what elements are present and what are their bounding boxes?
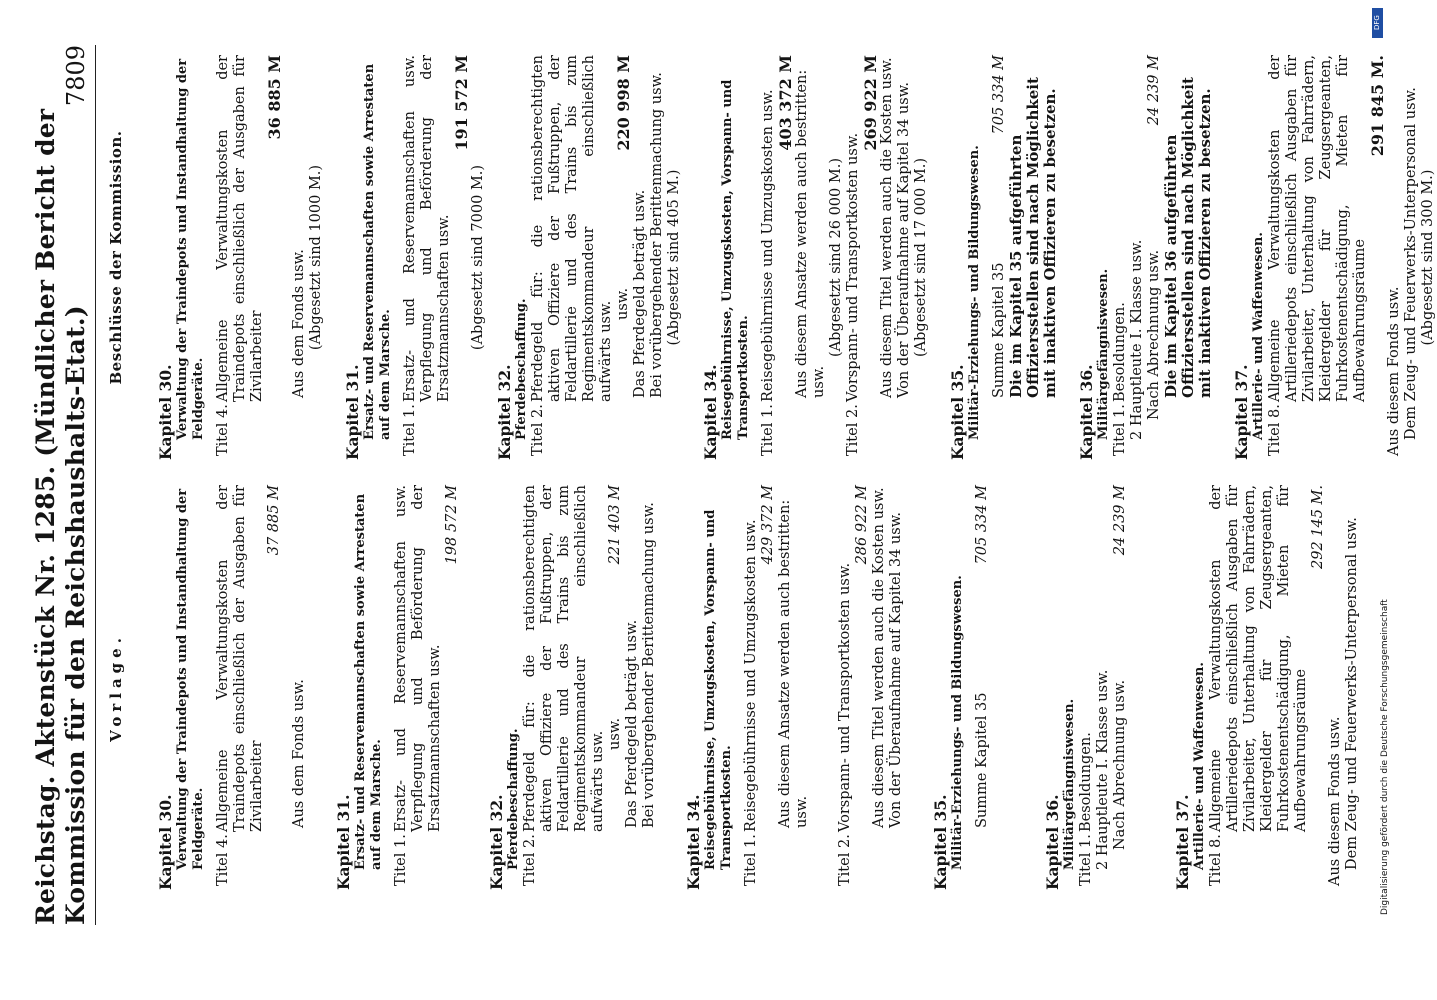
abrechnung-line: Nach Abrechnung usw.	[1112, 679, 1128, 850]
amount: 24 239 M	[1146, 55, 1162, 126]
kapitel-30-beschluss	[156, 55, 325, 460]
amount: 220 998 M	[614, 55, 633, 151]
kapitel-title: Ersatz- und Reservemannschaften sowie Arrestaten auf dem Marsche.	[362, 63, 393, 440]
offiziersstellen-note: Die im Kapitel 36 aufgeführten Offiziersstellen sind nach Möglichkeit mit inaktiven Offizieren zu besetzen.	[1162, 77, 1214, 398]
titel-label: Titel 1.	[743, 834, 759, 886]
kapitel-number: Kapitel 37.	[1173, 794, 1192, 890]
kapitel-title: Ersatz- und Reservemannschaften sowie Arrestaten auf dem Marsche.	[353, 493, 384, 870]
titel-text: Vorspann- und Transportkosten usw.	[845, 132, 861, 402]
kapitel-number: Kapitel 31.	[343, 364, 362, 460]
titel-label: Titel 1.	[1112, 404, 1128, 456]
pferdegeld-note: Das Pferdegeld beträgt usw.	[624, 619, 640, 828]
kapitel-number: Kapitel 32.	[487, 794, 506, 890]
titel-label: Titel 2.	[837, 834, 853, 886]
kapitel-number: Kapitel 34.	[701, 364, 720, 460]
kapitel-number: Kapitel 30.	[156, 794, 175, 890]
kapitel-title: Verwaltung der Traindepots und Instandhaltung der Feldgeräte.	[175, 488, 206, 870]
titel-text: Pferdegeld für: die rationsberechtigten aktiven Offiziere der Fußtruppen, der Feldartillerie und des Trains bis zum Regimentskommandeur einschließlich aufwärts usw.	[530, 55, 614, 402]
kapitel-34-beschluss	[701, 55, 930, 460]
titel-label: Titel 1.	[1078, 834, 1094, 886]
unterpersonal-note: Dem Zeug- und Feuerwerks-Unterpersonal usw.	[1403, 87, 1419, 440]
usw: usw.	[615, 287, 631, 320]
titel-label: Titel 2.	[845, 404, 861, 456]
abgesetzt-note: (Abgesetzt sind 300 M.)	[1420, 169, 1436, 346]
kapitel-30-vorlage	[156, 485, 308, 890]
amount: 429 372 M	[760, 485, 776, 565]
fonds-note: Aus diesem Fonds usw.	[1386, 286, 1402, 456]
titel-note: Aus diesem Titel werden auch die Kosten usw.	[871, 487, 887, 828]
kapitel-35-beschluss	[948, 55, 1059, 460]
offiziersstellen-note: Die im Kapitel 35 aufgeführten Offiziersstellen sind nach Möglichkeit mit inaktiven Offizieren zu besetzen.	[1007, 77, 1059, 398]
abgesetzt-note: (Abgesetzt sind 26 000 M.)	[828, 158, 844, 357]
ueberaufnahme-note: Von der Überaufnahme auf Kapitel 34 usw.	[888, 512, 904, 828]
kapitel-number: Kapitel 34.	[684, 794, 703, 890]
kapitel-number: Kapitel 30.	[156, 364, 175, 460]
amount: 291 845 M.	[1368, 55, 1387, 157]
vorlage-column	[108, 485, 1361, 890]
titel-text: Allgemeine Verwaltungskosten der Artilleriedepots einschließlich Ausgaben für Zivilarbeiter, Unterhaltung von Fahrrädern, Kleidergelder für Zeugsergeanten, Fuhrkostenentschädigung, Mieten für Aufbewahrungsräume	[1208, 485, 1309, 832]
berittenmachung-note: Bei vorübergehender Berittenmachung usw.	[641, 502, 657, 828]
unterpersonal-note: Dem Zeug- und Feuerwerks-Unterpersonal usw.	[1344, 517, 1360, 870]
kapitel-31-vorlage	[334, 485, 461, 890]
page-number: 7809	[62, 45, 90, 107]
amount: 403 372 M	[776, 55, 795, 151]
ueberaufnahme-note: Von der Überaufnahme auf Kapitel 34 usw.	[896, 82, 912, 398]
titel-text: Ersatz- und Reservemannschaften usw. Verpflegung und Beförderung der Ersatzmannschaften usw.	[402, 55, 452, 402]
kapitel-31-beschluss	[343, 55, 487, 460]
kapitel-title: Militär-Erziehungs- und Bildungswesen.	[950, 575, 965, 870]
fonds-note: Aus dem Fonds usw.	[291, 249, 307, 398]
kapitel-title: Militär-Erziehungs- und Bildungswesen.	[967, 145, 982, 440]
amount: 198 572 M	[444, 485, 460, 565]
abgesetzt-note: (Abgesetzt sind 1000 M.)	[308, 164, 324, 351]
amount: 286 922 M	[854, 485, 870, 565]
titel-label: Titel 4.	[215, 834, 231, 886]
titel-text: Allgemeine Verwaltungskosten der Artilleriedepots einschließlich Ausgaben für Zivilarbeiter, Unterhaltung von Fahrrädern, Kleidergelder für Zeugsergeanten, Fuhrkostenentschädigung, Mieten für Aufbewahrungsräume	[1267, 55, 1368, 402]
kapitel-title: Artillerie- und Waffenwesen.	[1192, 662, 1207, 870]
kapitel-32-beschluss	[495, 55, 683, 460]
kapitel-title: Pferdebeschaffung.	[514, 298, 529, 440]
ansatz-note: Aus diesem Ansatze werden auch bestritten: usw.	[794, 69, 827, 398]
titel-text: Allgemeine Verwaltungskosten der Traindepots einschließlich der Ausgaben für Zivilarbeiter	[215, 55, 265, 402]
kapitel-37-beschluss	[1232, 55, 1437, 460]
abgesetzt-note: (Abgesetzt sind 17 000 M.)	[913, 158, 929, 357]
kapitel-number: Kapitel 35.	[931, 794, 950, 890]
kapitel-number: Kapitel 35.	[948, 364, 967, 460]
amount: 221 403 M	[607, 485, 623, 565]
titel-text: Reisegebührnisse und Umzugskosten usw.	[743, 519, 759, 832]
kapitel-title: Reisegebührnisse, Umzugskosten, Vorspann- und Transportkosten.	[720, 79, 751, 440]
pferdegeld-note: Das Pferdegeld beträgt usw.	[632, 189, 648, 398]
kapitel-number: Kapitel 31.	[334, 794, 353, 890]
usw: usw.	[607, 717, 623, 750]
titel-label: Titel 1.	[393, 834, 409, 886]
titel-text: Ersatz- und Reservemannschaften usw. Verpflegung und Beförderung der Ersatzmannschaften usw.	[393, 485, 443, 832]
kapitel-32-vorlage	[487, 485, 658, 890]
kapitel-34-vorlage	[684, 485, 905, 890]
summe-label: Summe Kapitel 35	[974, 692, 990, 828]
titel-text: Reisegebührnisse und Umzugskosten usw.	[760, 89, 776, 402]
digitization-note: Digitalisierung gefördert durch die Deutsche Forschungsgemeinschaft	[1380, 599, 1390, 915]
kapitel-35-vorlage	[931, 485, 991, 890]
titel-text: Besoldungen.	[1078, 732, 1094, 832]
titel-label: Titel 1.	[760, 404, 776, 456]
titel-text: Pferdegeld für: die rationsberechtigten aktiven Offiziere der Fußtruppen, der Feldartillerie und des Trains bis zum Regimentskommandeur einschließlich aufwärts usw.	[522, 485, 606, 832]
vorlage-heading: Vorlage.	[107, 633, 125, 742]
hauptleute-line: 2 Hauptleute I. Klasse usw.	[1095, 669, 1111, 870]
titel-text: Besoldungen.	[1112, 302, 1128, 402]
kapitel-title: Artillerie- und Waffenwesen.	[1251, 232, 1266, 440]
ansatz-note: Aus diesem Ansatze werden auch bestritten: usw.	[777, 499, 810, 828]
digitization-note-strip	[1372, 0, 1390, 1000]
kapitel-title: Militärgefängniswesen.	[1062, 698, 1077, 870]
amount: 292 145 M.	[1310, 485, 1326, 570]
titel-label: Titel 1.	[402, 404, 418, 456]
abgesetzt-note: (Abgesetzt sind 405 M.)	[666, 169, 682, 346]
kapitel-title: Militärgefängniswesen.	[1096, 268, 1111, 440]
beschluesse-heading: Beschlüsse der Kommission.	[107, 130, 125, 385]
titel-label: Titel 8.	[1208, 834, 1224, 886]
kapitel-37-vorlage	[1173, 485, 1361, 890]
kapitel-number: Kapitel 37.	[1232, 364, 1251, 460]
titel-text: Allgemeine Verwaltungskosten der Traindepots einschließlich der Ausgaben für Zivilarbeiter	[215, 485, 265, 832]
titel-label: Titel 2.	[522, 834, 538, 886]
titel-label: Titel 2.	[530, 404, 546, 456]
titel-text: Vorspann- und Transportkosten usw.	[837, 562, 853, 832]
amount: 269 922 M	[861, 55, 880, 151]
page-header	[31, 45, 96, 925]
titel-note: Aus diesem Titel werden auch die Kosten usw.	[879, 57, 895, 398]
kapitel-number: Kapitel 36.	[1077, 364, 1096, 460]
berittenmachung-note: Bei vorübergehender Berittenmachung usw.	[649, 72, 665, 398]
amount: 705 334 M	[991, 55, 1007, 135]
beschluesse-column	[108, 55, 1437, 460]
abrechnung-line: Nach Abrechnung usw.	[1146, 249, 1162, 420]
titel-label: Titel 4.	[215, 404, 231, 456]
kapitel-36-vorlage	[1043, 485, 1129, 890]
kapitel-title: Verwaltung der Traindepots und Instandhaltung der Feldgeräte.	[175, 58, 206, 440]
header-title: Reichstag. Aktenstück Nr. 1285. (Mündlicher Bericht der Kommission für den Reichshaushalts-Etat.)	[31, 108, 90, 925]
summe-label: Summe Kapitel 35	[991, 262, 1007, 398]
amount: 191 572 M	[452, 55, 471, 151]
fonds-note: Aus dem Fonds usw.	[291, 679, 307, 828]
amount: 705 334 M	[974, 485, 990, 565]
hauptleute-line: 2 Hauptleute I. Klasse usw.	[1129, 239, 1145, 440]
fonds-note: Aus diesem Fonds usw.	[1327, 716, 1343, 886]
amount: 24 239 M	[1112, 485, 1128, 556]
amount: 36 885 M	[265, 55, 284, 140]
kapitel-title: Reisegebührnisse, Umzugskosten, Vorspann- und Transportkosten.	[703, 509, 734, 870]
kapitel-36-beschluss	[1077, 55, 1214, 460]
titel-label: Titel 8.	[1267, 404, 1283, 456]
dfg-logo: DFG	[1372, 8, 1383, 38]
kapitel-number: Kapitel 36.	[1043, 794, 1062, 890]
kapitel-title: Pferdebeschaffung.	[506, 728, 521, 870]
amount: 37 885 M	[266, 485, 282, 556]
kapitel-number: Kapitel 32.	[495, 364, 514, 460]
abgesetzt-note: (Abgesetzt sind 7000 M.)	[470, 164, 486, 351]
